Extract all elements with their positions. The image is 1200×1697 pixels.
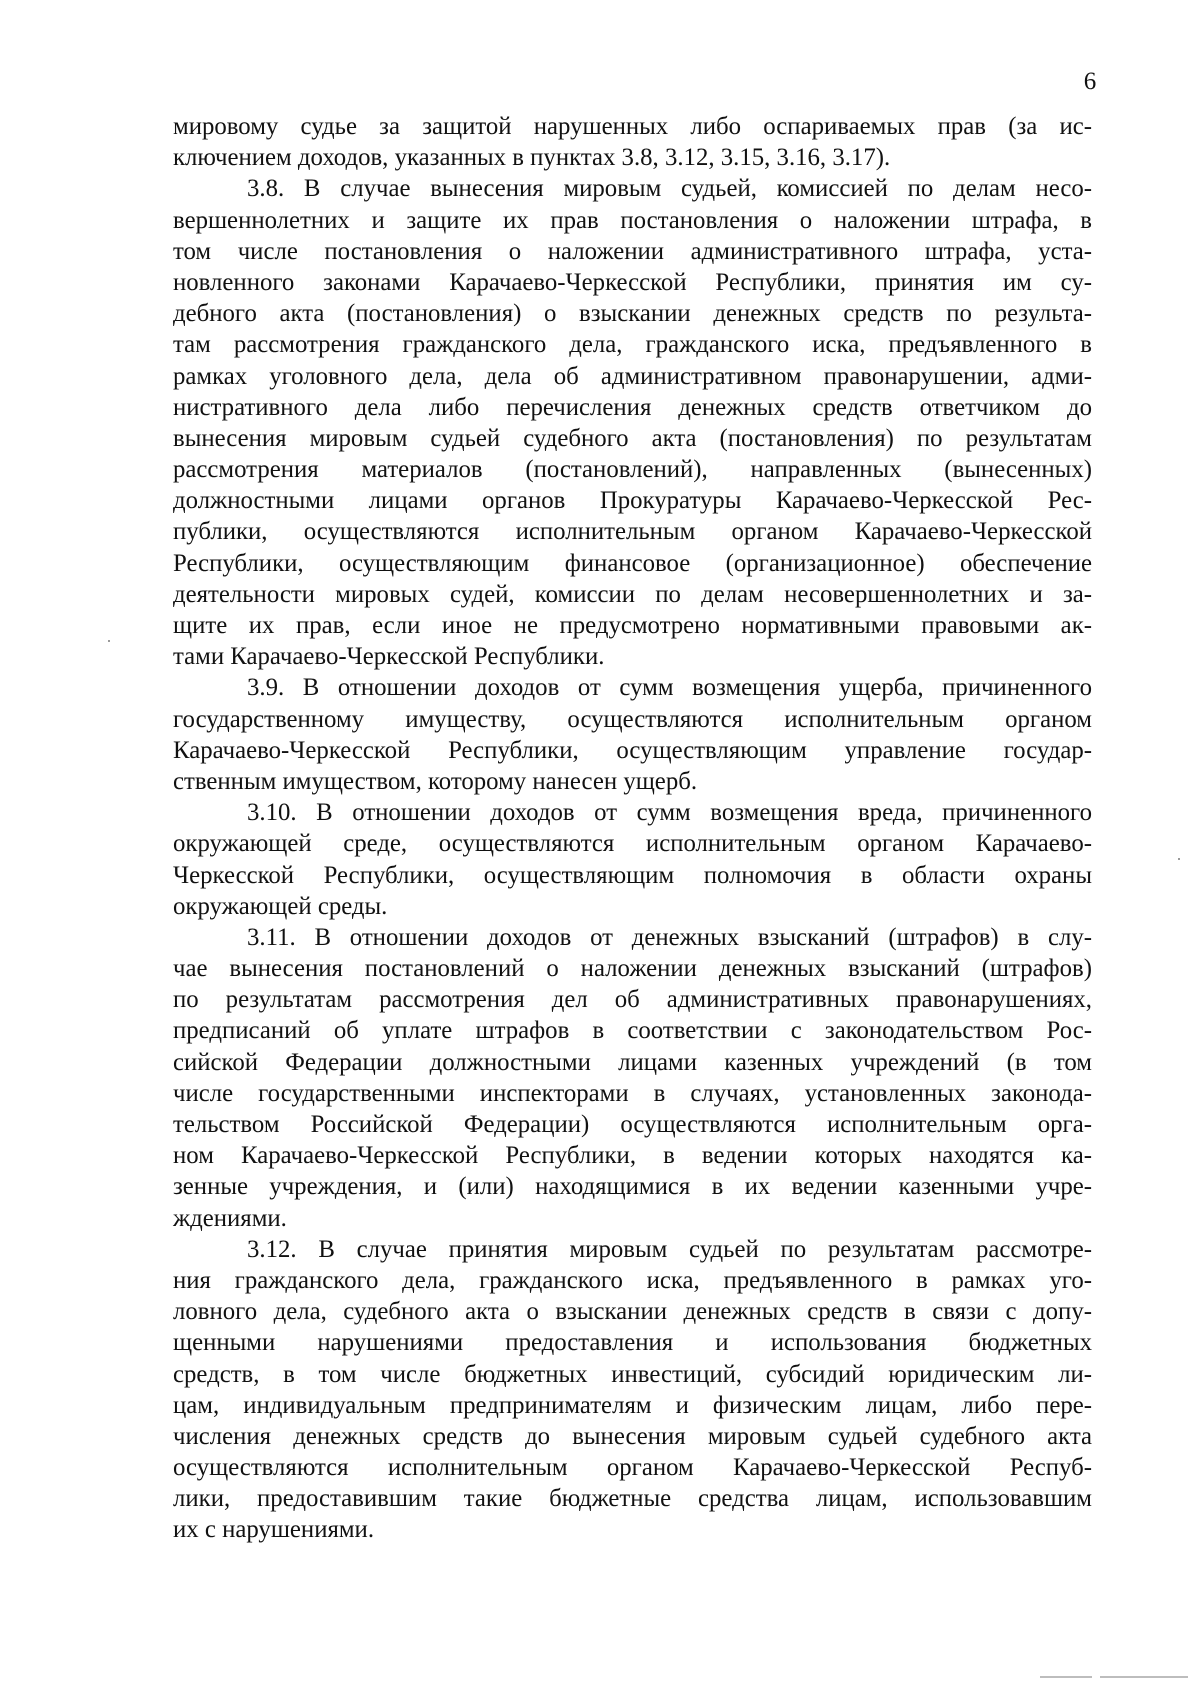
text-line: мировому судье за защитой нарушенных либо оспариваемых прав (за ис- <box>173 113 1092 140</box>
text-line: по результатам рассмотрения дел об административных правонарушениях, <box>173 986 1092 1014</box>
text-line: цам, индивидуальным предпринимателям и физическим лицам, либо пере- <box>173 1391 1092 1419</box>
text-line: числения денежных средств до вынесения мировым судьей судебного акта <box>173 1422 1092 1450</box>
text-line: Карачаево-Черкесской Республики, осуществляющим управление государ- <box>173 736 1092 764</box>
text-line: вершеннолетних и защите их прав постановления о наложении штрафа, в <box>173 206 1092 234</box>
text-line: ном Карачаево-Черкесской Республики, в ведении которых находятся ка- <box>173 1142 1092 1170</box>
scan-artifact <box>1178 858 1180 860</box>
text-line: Республики, осуществляющим финансовое (организационное) обеспечение <box>173 549 1092 577</box>
document-body <box>173 111 1092 1546</box>
text-line: том числе постановления о наложении административного штрафа, уста- <box>173 237 1092 265</box>
paragraph-3-12 <box>173 1234 1092 1546</box>
text-line: 3.8. В случае вынесения мировым судьей, комиссией по делам несо- <box>247 175 1092 203</box>
text-line: осуществляются исполнительным органом Карачаево-Черкесской Респуб- <box>173 1454 1092 1482</box>
text-line: их с нарушениями. <box>173 1516 375 1544</box>
text-line: тельством Российской Федерации) осуществляются исполнительным орга- <box>173 1111 1092 1138</box>
text-line: зенные учреждения, и (или) находящимися в их ведении казенными учре- <box>173 1173 1092 1201</box>
text-line: ния гражданского дела, гражданского иска, предъявленного в рамках уго- <box>173 1266 1092 1294</box>
page-number: 6 <box>1083 68 1097 95</box>
text-line: 3.11. В отношении доходов от денежных взысканий (штрафов) в слу- <box>247 923 1092 951</box>
paragraph-3-11 <box>173 922 1092 1234</box>
text-line: щите их прав, если иное не предусмотрено нормативными правовыми ак- <box>173 612 1092 639</box>
text-line: средств, в том числе бюджетных инвестиций, субсидий юридическим ли- <box>173 1360 1092 1388</box>
text-line: вынесения мировым судьей судебного акта (постановления) по результатам <box>173 424 1092 452</box>
scan-artifact <box>1040 1676 1092 1678</box>
scan-artifact <box>1100 1676 1188 1678</box>
text-line: Черкесской Республики, осуществляющим полномочия в области охраны <box>173 861 1092 889</box>
text-line: нистративного дела либо перечисления денежных средств ответчиком до <box>173 393 1092 421</box>
text-line: рассмотрения материалов (постановлений), направленных (вынесенных) <box>173 456 1092 484</box>
text-line: окружающей среде, осуществляются исполнительным органом Карачаево- <box>173 830 1092 858</box>
text-line: ждениями. <box>173 1204 287 1232</box>
text-line: числе государственными инспекторами в случаях, установленных законода- <box>173 1079 1092 1107</box>
paragraph-3-10 <box>173 797 1092 922</box>
text-line: публики, осуществляются исполнительным органом Карачаево-Черкесской <box>173 518 1092 546</box>
scan-artifact <box>108 640 110 642</box>
text-line: должностными лицами органов Прокуратуры Карачаево-Черкесской Рес- <box>173 487 1092 515</box>
paragraph-continuation <box>173 111 1092 173</box>
text-line: там рассмотрения гражданского дела, гражданского иска, предъявленного в <box>173 331 1092 359</box>
paragraph-3-8 <box>173 173 1092 672</box>
text-line: ственным имуществом, которому нанесен ущерб. <box>173 767 698 795</box>
text-line: деятельности мировых судей, комиссии по делам несовершеннолетних и за- <box>173 580 1092 608</box>
paragraph-3-9 <box>173 672 1092 797</box>
text-line: лики, предоставившим такие бюджетные средства лицам, использовавшим <box>173 1485 1092 1513</box>
text-line: сийской Федерации должностными лицами казенных учреждений (в том <box>173 1048 1092 1076</box>
text-line: окружающей среды. <box>173 892 388 920</box>
text-line: тами Карачаево-Черкесской Республики. <box>173 643 605 671</box>
text-line: ловного дела, судебного акта о взыскании денежных средств в связи с допу- <box>173 1298 1092 1326</box>
text-line: ключением доходов, указанных в пунктах 3.8, 3.12, 3.15, 3.16, 3.17). <box>173 144 891 172</box>
text-line: новленного законами Карачаево-Черкесской Республики, принятия им су- <box>173 268 1092 296</box>
text-line: 3.12. В случае принятия мировым судьей по результатам рассмотре- <box>247 1235 1092 1263</box>
text-line: 3.9. В отношении доходов от сумм возмещения ущерба, причиненного <box>247 674 1092 702</box>
text-line: чае вынесения постановлений о наложении денежных взысканий (штрафов) <box>173 955 1092 983</box>
text-line: дебного акта (постановления) о взыскании денежных средств по результа- <box>173 300 1092 328</box>
text-line: 3.10. В отношении доходов от сумм возмещения вреда, причиненного <box>247 799 1092 827</box>
text-line: государственному имуществу, осуществляются исполнительным органом <box>173 705 1092 733</box>
text-line: щенными нарушениями предоставления и использования бюджетных <box>173 1329 1092 1357</box>
text-line: рамках уголовного дела, дела об административном правонарушении, адми- <box>173 362 1092 390</box>
text-line: предписаний об уплате штрафов в соответствии с законодательством Рос- <box>173 1017 1092 1045</box>
